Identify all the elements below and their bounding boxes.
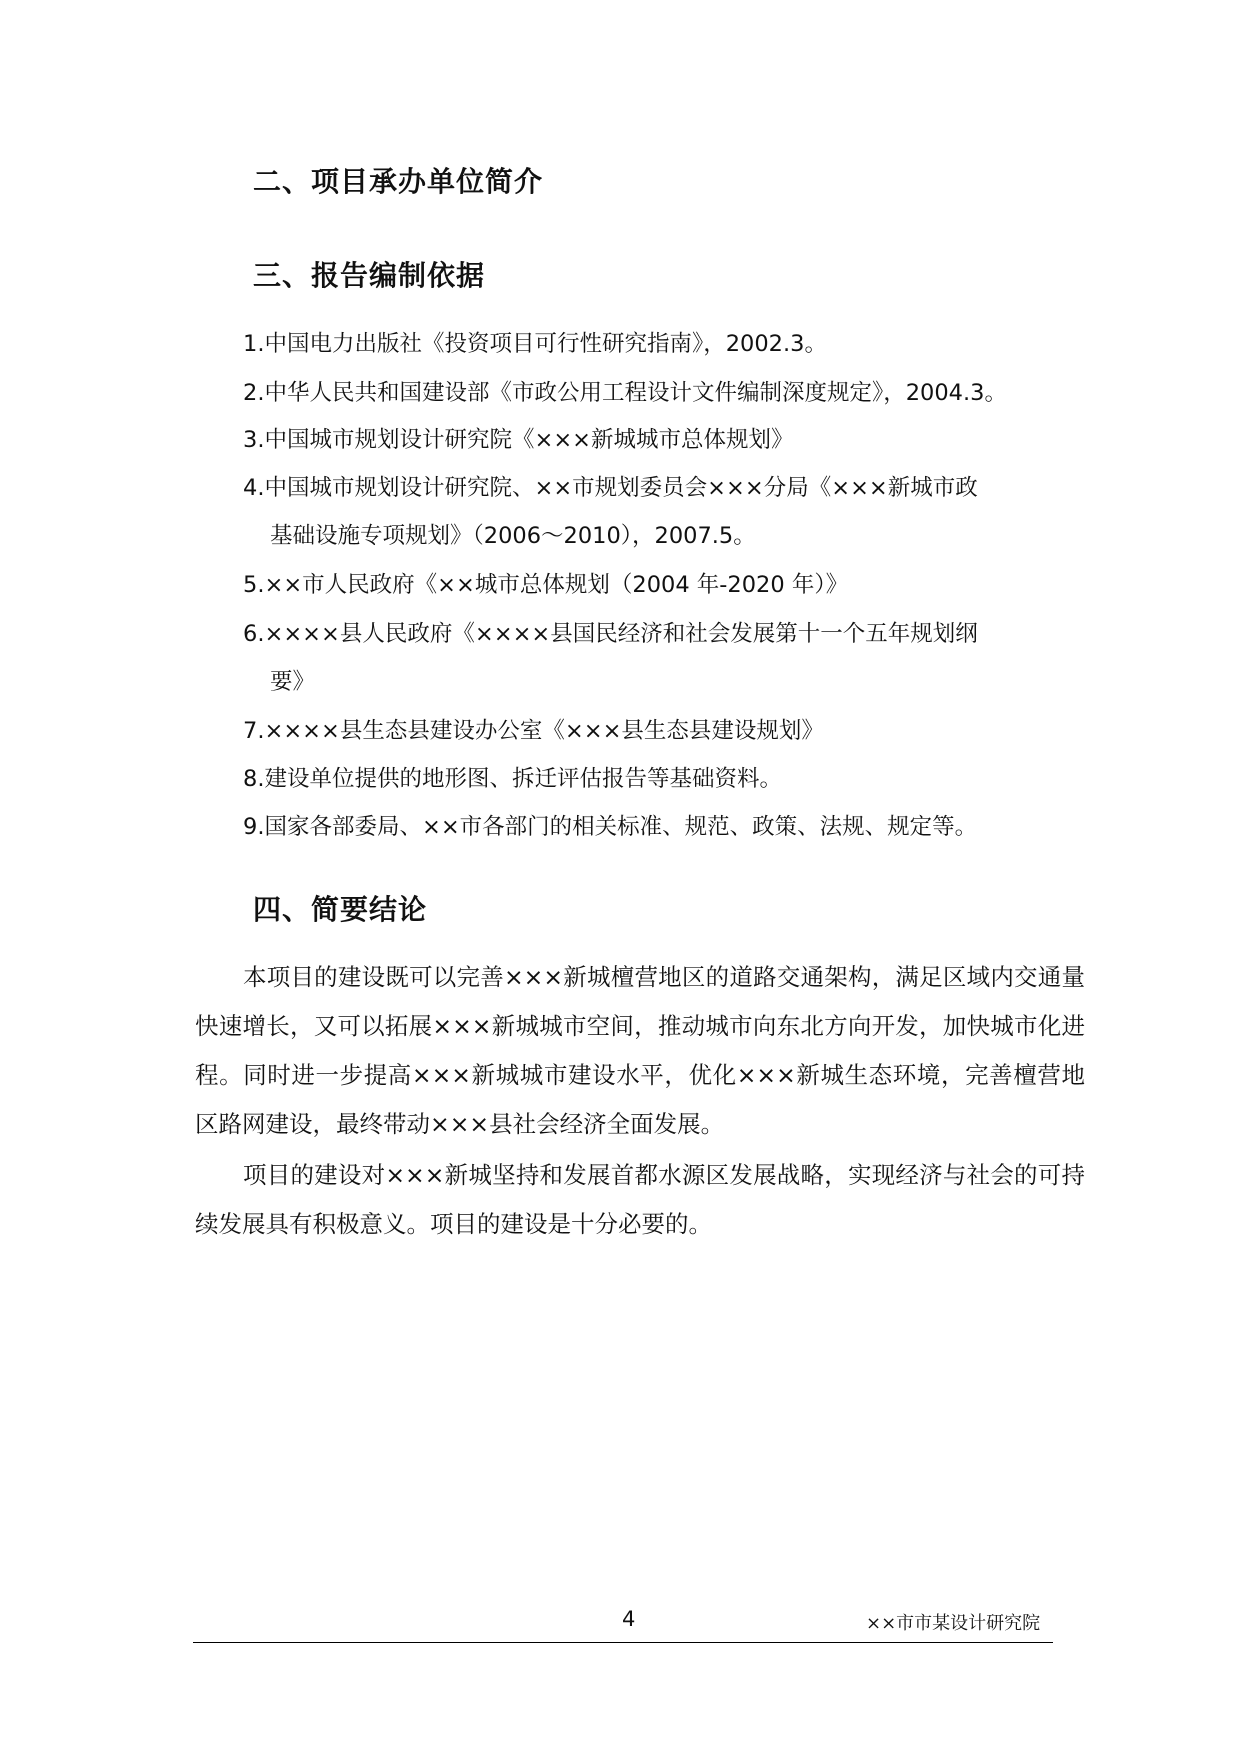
reference-item-continuation: 要》 [270,669,316,695]
reference-item: 4.中国城市规划设计研究院、××市规划委员会×××分局《×××新城市政 [243,475,978,501]
reference-item: 2.中华人民共和国建设部《市政公用工程设计文件编制深度规定》，2004.3。 [243,380,1007,406]
reference-item: 1.中国电力出版社《投资项目可行性研究指南》，2002.3。 [243,331,827,357]
reference-item: 3.中国城市规划设计研究院《×××新城城市总体规划》 [243,427,794,453]
footer-rule [193,1642,1053,1643]
page-number: 4 [622,1607,636,1631]
reference-item: 6.××××县人民政府《××××县国民经济和社会发展第十一个五年规划纲 [243,621,978,647]
section-heading-unit-intro: 二、项目承办单位简介 [253,165,544,198]
conclusion-paragraph: 本项目的建设既可以完善×××新城檀营地区的道路交通架构，满足区域内交通量快速增长，又可以拓展×××新城城市空间，推动城市向东北方向开发，加快城市化进程。同时进一步提高×××新城城市建设水平，优化×××新城生态环境，完善檀营地区路网建设，最终带动×××县社会经济全面发展。 [195,963,1085,1138]
footer-organization: ××市市某设计研究院 [866,1613,1041,1634]
conclusion-paragraph: 项目的建设对×××新城坚持和发展首都水源区发展战略，实现经济与社会的可持续发展具有积极意义。项目的建设是十分必要的。 [195,1161,1085,1238]
reference-item: 5.××市人民政府《××城市总体规划（2004 年-2020 年）》 [243,572,849,598]
section-heading-conclusion: 四、简要结论 [253,893,428,926]
reference-item: 7.××××县生态县建设办公室《×××县生态县建设规划》 [243,718,824,744]
reference-item-continuation: 基础设施专项规划》（2006～2010），2007.5。 [270,523,756,549]
reference-item: 9.国家各部委局、××市各部门的相关标准、规范、政策、法规、规定等。 [243,814,978,840]
reference-item: 8.建设单位提供的地形图、拆迁评估报告等基础资料。 [243,766,782,792]
section-heading-basis: 三、报告编制依据 [253,259,486,292]
